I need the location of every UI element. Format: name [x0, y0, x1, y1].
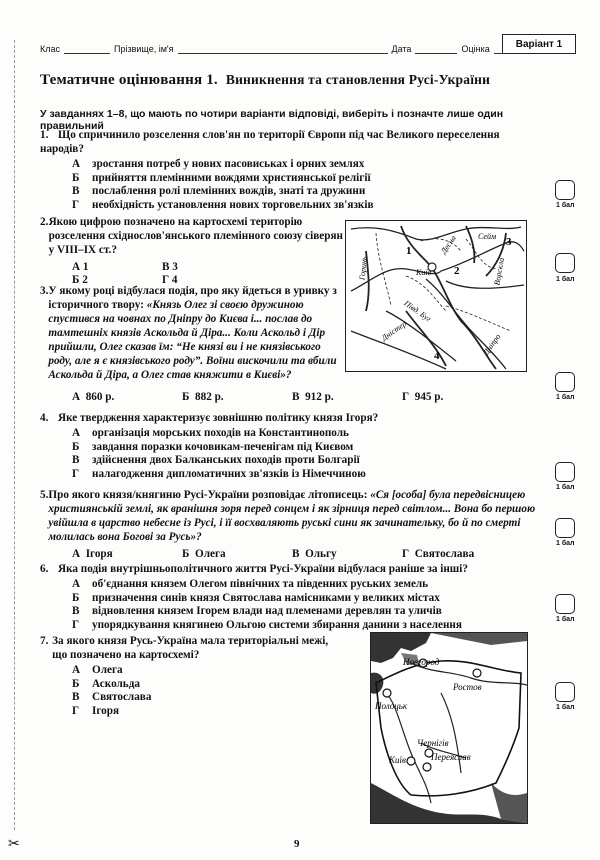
map-river-dnister: Дністер — [379, 319, 409, 343]
map-river-vorskla: Ворскла — [492, 256, 507, 286]
points-label: 1 бал — [556, 276, 575, 283]
points-label: 1 бал — [556, 540, 575, 547]
option-a[interactable]: А Ігоря — [72, 548, 113, 560]
map-city-kyiv: Київ — [389, 755, 406, 765]
option-b[interactable]: Б Олега — [182, 548, 226, 560]
question-2 — [40, 215, 345, 287]
question-number: 6. — [40, 563, 49, 575]
page-title — [40, 72, 570, 89]
option-v[interactable]: В відновлення князем Ігорем влади над племенами деревлян та уличів — [72, 605, 442, 618]
map-city-kyiv: Київ — [416, 268, 432, 277]
option-g[interactable]: Г упорядкування княгинею Ольгою системи збирання данини з населення — [72, 618, 462, 631]
map-kyivan-rus — [370, 632, 528, 824]
question-4 — [40, 411, 540, 481]
date-label: Дата — [391, 44, 412, 54]
map-city-novgorod: Новгород — [403, 657, 440, 667]
question-quote: «Князь Олег зі своєю дружиною спустився на човнах по Дніпру до Києва і... послав до тамтешніх князів Аскольда й Діра... Коли Аскольд і Дір прийшли, Олег сказав їм: “Не князі ви і не князівського роду, але я є князівського роду”. Воїни вискочили та вбили Аскольда й Діра, а Олег став княжити в Києві»? — [48, 299, 337, 381]
map-city-chernihiv: Чернігів — [417, 738, 449, 748]
answer-box-3[interactable] — [555, 372, 575, 392]
page-number: 9 — [294, 838, 300, 850]
answer-box-1[interactable] — [555, 180, 575, 200]
map-kyivan-rus-svg — [371, 633, 527, 823]
question-1 — [40, 128, 540, 212]
map-tribes-svg — [346, 221, 526, 371]
title-sub: Виникнення та становлення Русі-України — [225, 72, 491, 87]
question-text: Якою цифрою позначено на картосхемі територію розселення східнослов'янського племінного союзу сіверян у VIII–IX ст.? — [48, 216, 343, 256]
map-river-seim: Сейм — [478, 232, 497, 241]
question-number: 5. — [40, 489, 49, 501]
option-g[interactable]: Г Святослава — [402, 548, 475, 560]
answer-box-5[interactable] — [555, 518, 575, 538]
question-number: 2. — [40, 216, 49, 228]
question-3-options — [40, 390, 520, 404]
question-7 — [40, 634, 340, 718]
map-city-pereiaslav: Переяслав — [431, 752, 471, 762]
answer-box-6[interactable] — [555, 594, 575, 614]
points-label: 1 бал — [556, 704, 575, 711]
question-text: Про якого князя/княгиню Русі-України розповідає літописець: — [48, 489, 368, 501]
map-river-pivd-buh: Півд. Буг — [402, 298, 433, 324]
map-region-3: 3 — [506, 236, 512, 248]
answer-box-4[interactable] — [555, 462, 575, 482]
student-info-header — [40, 38, 560, 54]
option-a[interactable]: А Олега — [72, 664, 123, 676]
points-label: 1 бал — [556, 394, 575, 401]
map-region-2: 2 — [454, 265, 460, 277]
name-label: Прізвище, ім'я — [114, 44, 174, 54]
option-b[interactable]: Б призначення синів князя Святослава намісниками у великих містах — [72, 591, 440, 604]
question-number: 4. — [40, 412, 49, 424]
option-a[interactable]: А 860 р. — [72, 391, 115, 403]
question-text: За якого князя Русь-Україна мала територіальні межі, що позначено на картосхемі? — [52, 635, 329, 661]
option-g[interactable]: Г Ігоря — [72, 704, 120, 717]
option-g[interactable]: Г необхідність установлення нових торговельних зв'язків — [72, 198, 374, 211]
map-tribes — [345, 220, 527, 372]
option-a[interactable]: А об'єднання князем Олегом північних та південних руських земель — [72, 578, 429, 590]
option-v[interactable]: В 3 — [162, 261, 178, 273]
map-city-polotsk: Полоцьк — [375, 701, 408, 711]
option-g[interactable]: Г налагодження дипломатичних зв'язків із Німеччиною — [72, 467, 366, 480]
map-river-horyn: Горинь — [357, 255, 369, 281]
grade-label: Оцінка — [461, 44, 490, 54]
question-text: Яка подія внутрішньополітичного життя Русі-України відбулася раніше за інші? — [58, 563, 468, 575]
answer-box-7[interactable] — [555, 682, 575, 702]
option-a[interactable]: А організація морських походів на Константинополь — [72, 427, 349, 439]
class-label: Клас — [40, 44, 60, 54]
option-v[interactable]: В послаблення ролі племінних вождів, знаті та дружини — [72, 185, 366, 198]
question-text: Яке твердження характеризує зовнішню політику князя Ігоря? — [58, 412, 379, 424]
instruction-text: У завданнях 1–8, що мають по чотири варіанти відповіді, виберіть і позначте лише один правильний — [40, 108, 504, 132]
option-g[interactable]: Г 945 р. — [402, 391, 444, 403]
option-g[interactable]: Г 4 — [162, 274, 178, 286]
points-label: 1 бал — [556, 484, 575, 491]
question-number: 7. — [40, 635, 49, 647]
option-v[interactable]: В здійснення двох Балканських походів проти Болгарії — [72, 454, 360, 467]
map-region-1: 1 — [406, 245, 412, 257]
title-main: Тематичне оцінювання 1. — [40, 72, 218, 88]
map-river-dnipro: Дніпро — [481, 332, 503, 357]
option-b[interactable]: Б завдання поразки кочовикам-печенігам під Києвом — [72, 440, 354, 453]
class-field[interactable] — [64, 43, 110, 54]
question-number: 3. — [40, 285, 49, 297]
map-region-4: 4 — [434, 350, 440, 362]
scissors-icon: ✂ — [8, 837, 20, 852]
points-label: 1 бал — [556, 616, 575, 623]
cut-line — [14, 40, 15, 830]
question-text: Що спричинило розселення слов'ян по території Європи під час Великого переселення народів? — [40, 129, 500, 155]
map-city-rostov: Ростов — [453, 682, 482, 692]
option-b[interactable]: Б 2 — [72, 274, 88, 286]
option-v[interactable]: В 912 р. — [292, 391, 334, 403]
name-field[interactable] — [178, 43, 388, 54]
question-number: 1. — [40, 129, 49, 141]
question-3 — [40, 284, 342, 382]
question-quote: «Ся [особа] була передвісницею християнській землі, як вранішня зоря перед сонцем і як зірниця перед світлом... Вона бо першою увійшла в царство небесне із Русі, і її восхваляють руські сини як зачинательку, бо й по смерті молилась вона Богові за Русь»? — [48, 489, 536, 543]
option-a[interactable]: А зростання потреб у нових пасовиськах і орних землях — [72, 158, 365, 170]
option-v[interactable]: В Ольгу — [292, 548, 337, 560]
option-b[interactable]: Б прийняття племінними вождями християнської релігії — [72, 171, 371, 184]
option-v[interactable]: В Святослава — [72, 691, 152, 704]
question-6 — [40, 562, 545, 632]
variant-badge: Варіант 1 — [502, 34, 576, 54]
points-label: 1 бал — [556, 202, 575, 209]
map-river-desna: Десна — [439, 233, 458, 256]
answer-box-2[interactable] — [555, 253, 575, 273]
option-a[interactable]: А 1 — [72, 261, 89, 273]
question-text: У якому році відбулася подія, про яку йдеться в уривку з історичного твору: — [48, 285, 337, 311]
date-field[interactable] — [415, 43, 457, 54]
question-5 — [40, 488, 545, 561]
option-b[interactable]: Б Аскольда — [72, 677, 140, 690]
option-b[interactable]: Б 882 р. — [182, 391, 224, 403]
